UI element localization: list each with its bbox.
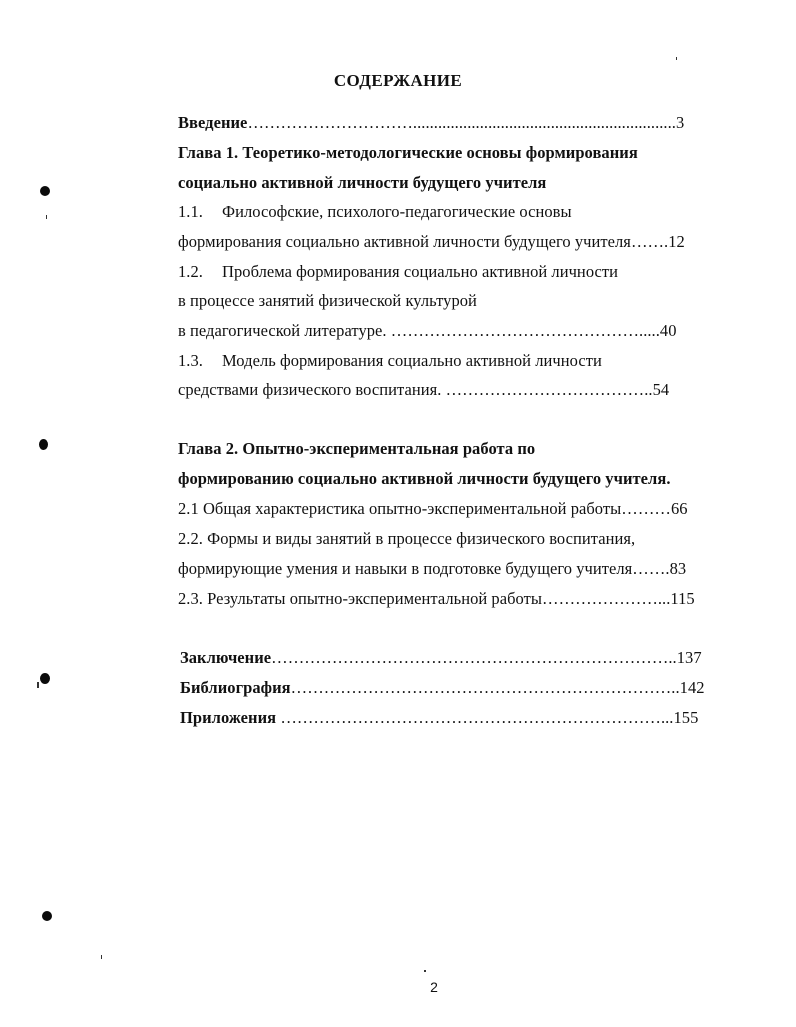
toc-page-number: 155: [673, 708, 699, 727]
toc-leader-dots: …………………………...............................................................: [247, 113, 676, 132]
toc-section-2-3: [178, 588, 695, 610]
toc-leader-dots: …….: [632, 559, 670, 578]
toc-entry-label: в педагогической литературе.: [178, 321, 391, 340]
scan-speck: [46, 215, 47, 219]
toc-page-number: 115: [670, 589, 695, 608]
scan-speck: [424, 970, 426, 972]
scan-blot: [40, 186, 50, 196]
toc-entry-label: формирования социально активной личности будущего учителя: [178, 232, 631, 251]
toc-entry-appendix: [180, 707, 698, 729]
toc-title: СОДЕРЖАНИЕ: [333, 71, 463, 90]
scan-speck: [37, 682, 39, 688]
toc-chapter-2-heading-cont: формированию социально активной личности будущего учителя.: [178, 469, 671, 488]
toc-leader-dots: …….: [630, 232, 669, 251]
toc-leader-dots: ………………………………..: [445, 380, 653, 399]
toc-chapter-1-heading-cont: социально активной личности будущего учителя: [178, 173, 547, 192]
toc-entry-label: Философские, психолого-педагогические основы: [222, 202, 572, 221]
toc-page-number: 12: [668, 232, 685, 251]
toc-page-number: 66: [670, 499, 688, 518]
toc-section-1-1: [178, 201, 572, 223]
toc-chapter-2-heading: Глава 2. Опытно-экспериментальная работа по: [178, 439, 536, 458]
toc-section-1-2-cont2: [178, 320, 677, 342]
toc-section-1-1-cont: [178, 231, 685, 253]
toc-entry-intro: [178, 112, 684, 134]
toc-section-2-2-cont: [178, 558, 686, 580]
toc-chapter-1-heading: Глава 1. Теоретико-методологические основы формирования: [178, 143, 638, 162]
toc-page-number: 83: [669, 559, 687, 578]
scan-speck: [676, 57, 677, 60]
toc-section-1-3: [178, 350, 602, 372]
toc-page-number: 54: [652, 380, 670, 399]
section-number: 1.1.: [178, 202, 203, 221]
page-number: 2: [430, 979, 438, 995]
toc-section-1-2: [178, 261, 618, 283]
toc-leader-dots: …………………...: [542, 589, 671, 608]
toc-leader-dots: ……………………………………………………………...: [280, 708, 674, 727]
toc-entry-label: средствами физического воспитания.: [178, 380, 446, 399]
section-number: 1.2.: [178, 262, 203, 281]
scan-blot: [42, 911, 52, 921]
toc-entry-label: Введение: [178, 113, 248, 132]
toc-leader-dots: ……………………………………….....: [390, 321, 660, 340]
toc-section-2-1: [178, 498, 688, 520]
toc-entry-conclusion: [180, 647, 702, 669]
toc-entry-bibliography: [180, 677, 705, 699]
toc-entry-label: 2.3. Результаты опытно-экспериментальной работы: [178, 589, 543, 608]
toc-entry-label: Заключение: [180, 648, 272, 667]
toc-entry-label: формирующие умения и навыки в подготовке будущего учителя: [178, 559, 633, 578]
toc-section-1-3-cont: [178, 379, 669, 401]
toc-entry-label: Приложения: [180, 708, 281, 727]
toc-leader-dots: ……………………………………………………………..: [290, 678, 680, 697]
toc-entry-label: Модель формирования социально активной личности: [222, 351, 602, 370]
toc-entry-label: Проблема формирования социально активной личности: [222, 262, 619, 281]
toc-page-number: 137: [676, 648, 702, 667]
toc-leader-dots: ………………………………………………………………..: [271, 648, 677, 667]
toc-section-1-2-cont: в процессе занятий физической культурой: [178, 291, 477, 310]
toc-entry-label: Библиография: [180, 678, 291, 697]
scan-speck: [101, 955, 102, 959]
toc-leader-dots: ………: [621, 499, 671, 518]
toc-page-number: 142: [679, 678, 705, 697]
scan-blot: [40, 673, 50, 684]
section-number: 1.3.: [178, 351, 203, 370]
toc-section-2-2: 2.2. Формы и виды занятий в процессе физического воспитания,: [178, 529, 636, 548]
toc-entry-label: 2.1 Общая характеристика опытно-экспериментальной работы: [178, 499, 622, 518]
scan-blot: [39, 439, 48, 450]
toc-page-number: 3: [675, 113, 685, 132]
toc-page-number: 40: [659, 321, 677, 340]
